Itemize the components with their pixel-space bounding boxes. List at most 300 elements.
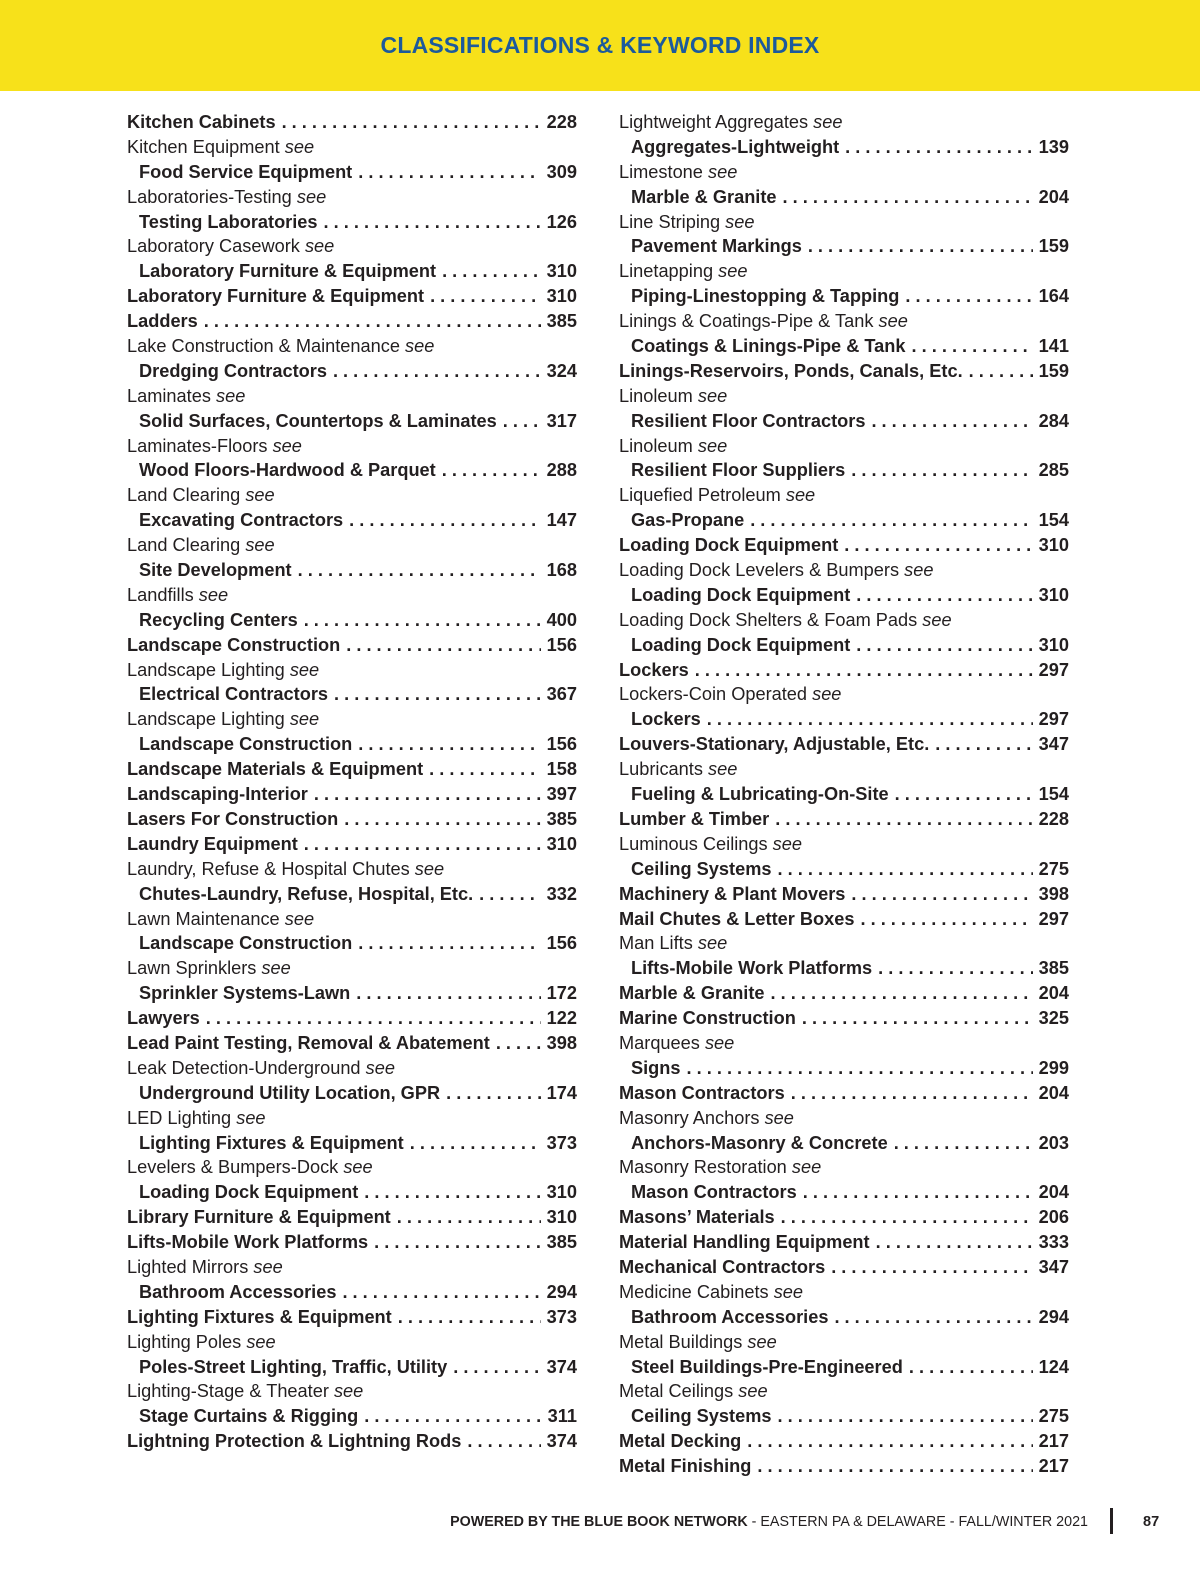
dot-leader: [876, 1230, 1033, 1255]
index-entry: [127, 931, 577, 956]
dot-leader: [314, 782, 541, 807]
dot-leader: [969, 359, 1033, 384]
entry-label: Laundry, Refuse & Hospital Chutes: [127, 858, 410, 879]
entry-page-number: 154: [1038, 784, 1069, 805]
entry-label: Landscaping-Interior: [127, 784, 308, 805]
index-cross-reference: [619, 1280, 1069, 1305]
dot-leader: [496, 1031, 541, 1056]
entry-label: Linings-Reservoirs, Ponds, Canals, Etc.: [619, 360, 963, 381]
entry-page-number: 310: [546, 1182, 577, 1203]
entry-page-number: 285: [1038, 460, 1069, 481]
index-entry: [619, 135, 1069, 160]
dot-leader: [358, 160, 540, 185]
dot-leader: [757, 1454, 1032, 1479]
entry-label: Material Handling Equipment: [619, 1232, 870, 1253]
dot-leader: [912, 334, 1033, 359]
index-entry: [127, 832, 577, 857]
index-entry: [127, 732, 577, 757]
index-cross-reference: [619, 682, 1069, 707]
entry-page-number: 385: [546, 311, 577, 332]
index-cross-reference: [127, 334, 577, 359]
entry-label: Liquefied Petroleum: [619, 485, 781, 506]
entry-label: Lockers: [631, 709, 701, 730]
entry-page-number: 124: [1038, 1356, 1069, 1377]
entry-page-number: 310: [546, 261, 577, 282]
dot-leader: [442, 458, 541, 483]
entry-label: Fueling & Lubricating-On-Site: [631, 784, 889, 805]
see-reference: see: [764, 1107, 794, 1128]
index-entry: [127, 210, 577, 235]
index-entry: [619, 359, 1069, 384]
index-cross-reference: [619, 558, 1069, 583]
entry-label: Anchors-Masonry & Concrete: [631, 1132, 888, 1153]
entry-label: Chutes-Laundry, Refuse, Hospital, Etc.: [139, 883, 474, 904]
entry-page-number: 332: [546, 883, 577, 904]
dot-leader: [364, 1404, 541, 1429]
entry-label: Lawn Maintenance: [127, 908, 280, 929]
entry-label: Bathroom Accessories: [139, 1281, 337, 1302]
entry-label: Lead Paint Testing, Removal & Abatement: [127, 1032, 490, 1053]
index-cross-reference: [127, 533, 577, 558]
index-cross-reference: [619, 434, 1069, 459]
index-entry: [619, 732, 1069, 757]
index-cross-reference: [619, 110, 1069, 135]
index-entry: [127, 1280, 577, 1305]
entry-label: Ceiling Systems: [631, 1406, 772, 1427]
index-entry: [619, 882, 1069, 907]
index-entry: [619, 583, 1069, 608]
dot-leader: [333, 359, 541, 384]
dot-leader: [860, 907, 1032, 932]
entry-page-number: 310: [1038, 584, 1069, 605]
page-number: 87: [1143, 1514, 1160, 1530]
entry-page-number: 228: [1038, 808, 1069, 829]
dot-leader: [204, 309, 541, 334]
dot-leader: [503, 409, 541, 434]
entry-label: Recycling Centers: [139, 609, 298, 630]
dot-leader: [430, 284, 541, 309]
dot-leader: [844, 533, 1032, 558]
see-reference: see: [707, 161, 738, 182]
see-reference: see: [697, 933, 728, 954]
entry-page-number: 310: [1038, 634, 1069, 655]
entry-label: Lasers For Construction: [127, 808, 339, 829]
index-cross-reference: [619, 1031, 1069, 1056]
entry-page-number: 159: [1038, 236, 1069, 257]
index-entry: [619, 508, 1069, 533]
dot-leader: [808, 234, 1033, 259]
see-reference: see: [747, 1331, 777, 1352]
index-cross-reference: [127, 583, 577, 608]
see-reference: see: [405, 336, 435, 357]
index-entry: [619, 409, 1069, 434]
index-cross-reference: [127, 1255, 577, 1280]
dot-leader: [935, 732, 1032, 757]
entry-label: Landscape Construction: [139, 933, 353, 954]
entry-label: Aggregates-Lightweight: [631, 136, 840, 157]
index-entry: [127, 558, 577, 583]
dot-leader: [467, 1429, 540, 1454]
entry-page-number: 367: [546, 684, 577, 705]
index-entry: [127, 682, 577, 707]
entry-label: Landscape Lighting: [127, 709, 285, 730]
entry-label: Signs: [631, 1057, 681, 1078]
index-cross-reference: [127, 707, 577, 732]
entry-label: Levelers & Bumpers-Dock: [127, 1157, 339, 1178]
entry-label: Medicine Cabinets: [619, 1281, 769, 1302]
see-reference: see: [812, 684, 842, 705]
entry-label: Metal Decking: [619, 1431, 742, 1452]
entry-label: LED Lighting: [127, 1107, 232, 1128]
dot-leader: [775, 807, 1032, 832]
dot-leader: [895, 782, 1033, 807]
index-entry: [127, 160, 577, 185]
index-entry: [619, 1255, 1069, 1280]
index-entry: [127, 757, 577, 782]
index-cross-reference: [619, 160, 1069, 185]
entry-page-number: 297: [1038, 908, 1069, 929]
dot-leader: [358, 931, 540, 956]
index-entry: [619, 658, 1069, 683]
entry-label: Line Striping: [619, 211, 721, 232]
entry-label: Excavating Contractors: [139, 510, 344, 531]
entry-label: Limestone: [619, 161, 703, 182]
entry-label: Laboratory Furniture & Equipment: [127, 286, 425, 307]
entry-label: Poles-Street Lighting, Traffic, Utility: [139, 1356, 448, 1377]
entry-page-number: 141: [1038, 336, 1069, 357]
entry-label: Landscape Construction: [139, 734, 353, 755]
entry-label: Lockers-Coin Operated: [619, 684, 808, 705]
index-entry: [619, 1006, 1069, 1031]
entry-page-number: 400: [546, 609, 577, 630]
index-cross-reference: [619, 1106, 1069, 1131]
entry-page-number: 347: [1038, 1256, 1069, 1277]
dot-leader: [834, 1305, 1032, 1330]
index-cross-reference: [127, 1056, 577, 1081]
index-entry: [619, 857, 1069, 882]
entry-label: Ceiling Systems: [631, 858, 772, 879]
entry-label: Gas-Propane: [631, 510, 745, 531]
dot-leader: [747, 1429, 1032, 1454]
entry-label: Mail Chutes & Letter Boxes: [619, 908, 855, 929]
dot-leader: [778, 1404, 1033, 1429]
entry-page-number: 139: [1038, 136, 1069, 157]
see-reference: see: [718, 261, 748, 282]
entry-page-number: 217: [1038, 1431, 1069, 1452]
see-reference: see: [772, 833, 802, 854]
index-entry: [127, 359, 577, 384]
index-entry: [127, 1355, 577, 1380]
entry-page-number: 317: [546, 410, 577, 431]
entry-label: Kitchen Cabinets: [127, 112, 276, 132]
index-entry: [127, 1031, 577, 1056]
entry-label: Lifts-Mobile Work Platforms: [631, 958, 873, 979]
dot-leader: [206, 1006, 541, 1031]
entry-label: Laminates-Floors: [127, 435, 268, 456]
entry-label: Luminous Ceilings: [619, 833, 768, 854]
entry-label: Loading Dock Shelters & Foam Pads: [619, 609, 918, 630]
index-entry: [127, 508, 577, 533]
index-cross-reference: [127, 658, 577, 683]
entry-label: Ladders: [127, 311, 198, 332]
entry-label: Lighting Fixtures & Equipment: [139, 1132, 404, 1153]
index-cross-reference: [619, 608, 1069, 633]
entry-page-number: 398: [1038, 883, 1069, 904]
entry-label: Underground Utility Location, GPR: [139, 1082, 441, 1103]
see-reference: see: [707, 759, 738, 780]
see-reference: see: [791, 1157, 822, 1178]
see-reference: see: [704, 1032, 735, 1053]
entry-label: Leak Detection-Underground: [127, 1057, 361, 1078]
index-entry: [619, 1230, 1069, 1255]
index-entry: [127, 1305, 577, 1330]
entry-page-number: 172: [546, 983, 577, 1004]
dot-leader: [851, 882, 1032, 907]
index-entry: [127, 309, 577, 334]
entry-page-number: 168: [546, 560, 577, 581]
entry-label: Lawyers: [127, 1008, 200, 1029]
entry-page-number: 324: [546, 360, 577, 381]
dot-leader: [894, 1131, 1033, 1156]
entry-page-number: 294: [1038, 1306, 1069, 1327]
see-reference: see: [198, 584, 229, 605]
index-entry: [619, 1429, 1069, 1454]
entry-page-number: 311: [547, 1406, 577, 1427]
index-entry: [127, 1131, 577, 1156]
entry-label: Metal Finishing: [619, 1456, 752, 1477]
see-reference: see: [289, 709, 320, 730]
entry-label: Lightning Protection & Lightning Rods: [127, 1431, 462, 1452]
entry-label: Dredging Contractors: [139, 360, 327, 381]
see-reference: see: [296, 186, 327, 207]
dot-leader: [453, 1355, 540, 1380]
see-reference: see: [878, 311, 908, 332]
index-cross-reference: [619, 1379, 1069, 1404]
see-reference: see: [697, 385, 728, 406]
see-reference: see: [289, 659, 320, 680]
index-cross-reference: [127, 1330, 577, 1355]
entry-label: Loading Dock Equipment: [139, 1182, 359, 1203]
see-reference: see: [215, 385, 246, 406]
index-entry: [619, 807, 1069, 832]
index-entry: [619, 334, 1069, 359]
footer-brand: POWERED BY THE BLUE BOOK NETWORK: [450, 1514, 748, 1530]
entry-page-number: 159: [1038, 360, 1069, 381]
see-reference: see: [343, 1157, 373, 1178]
index-cross-reference: [619, 757, 1069, 782]
see-reference: see: [785, 485, 816, 506]
dot-leader: [871, 409, 1032, 434]
entry-label: Lightweight Aggregates: [619, 112, 809, 132]
index-entry: [619, 1355, 1069, 1380]
dot-leader: [374, 1230, 540, 1255]
dot-leader: [802, 1006, 1033, 1031]
entry-label: Metal Ceilings: [619, 1381, 734, 1402]
index-entry: [619, 533, 1069, 558]
entry-label: Lighting Fixtures & Equipment: [127, 1306, 392, 1327]
entry-page-number: 156: [546, 634, 577, 655]
index-entry: [619, 956, 1069, 981]
entry-page-number: 385: [546, 1232, 577, 1253]
index-entry: [127, 458, 577, 483]
dot-leader: [479, 882, 540, 907]
index-entry: [619, 1056, 1069, 1081]
index-cross-reference: [127, 857, 577, 882]
index-entry: [127, 409, 577, 434]
dot-leader: [851, 458, 1032, 483]
entry-label: Lubricants: [619, 759, 703, 780]
index-cross-reference: [619, 210, 1069, 235]
entry-page-number: 275: [1038, 858, 1069, 879]
see-reference: see: [284, 136, 315, 157]
entry-label: Land Clearing: [127, 535, 241, 556]
entry-label: Pavement Markings: [631, 236, 802, 257]
dot-leader: [349, 508, 540, 533]
entry-label: Landscape Materials & Equipment: [127, 759, 424, 780]
index-entry: [127, 1180, 577, 1205]
entry-label: Steel Buildings-Pre-Engineered: [631, 1356, 903, 1377]
index-entry: [619, 1205, 1069, 1230]
index-entry: [127, 807, 577, 832]
entry-page-number: 310: [546, 833, 577, 854]
see-reference: see: [922, 609, 952, 630]
dot-leader: [342, 1280, 540, 1305]
index-entry: [619, 907, 1069, 932]
dot-leader: [803, 1180, 1033, 1205]
index-entry: [127, 1006, 577, 1031]
see-reference: see: [725, 211, 755, 232]
entry-label: Masons’ Materials: [619, 1207, 775, 1228]
dot-leader: [446, 1081, 541, 1106]
entry-page-number: 174: [546, 1082, 577, 1103]
see-reference: see: [414, 858, 445, 879]
entry-label: Land Clearing: [127, 485, 241, 506]
dot-leader: [781, 1205, 1033, 1230]
entry-label: Marble & Granite: [619, 983, 765, 1004]
index-entry: [127, 1429, 577, 1454]
dot-leader: [346, 633, 540, 658]
entry-page-number: 374: [546, 1356, 577, 1377]
index-column-right: [619, 110, 1069, 1479]
entry-label: Lighting-Stage & Theater: [127, 1381, 329, 1402]
see-reference: see: [284, 908, 315, 929]
entry-label: Electrical Contractors: [139, 684, 329, 705]
entry-page-number: 126: [546, 211, 577, 232]
entry-label: Landscape Construction: [127, 634, 341, 655]
entry-label: Masonry Restoration: [619, 1157, 787, 1178]
entry-label: Metal Buildings: [619, 1331, 743, 1352]
dot-leader: [358, 732, 540, 757]
see-reference: see: [697, 435, 728, 456]
entry-label: Stage Curtains & Rigging: [139, 1406, 359, 1427]
dot-leader: [324, 210, 541, 235]
dot-leader: [856, 633, 1032, 658]
see-reference: see: [813, 112, 843, 132]
entry-page-number: 294: [546, 1281, 577, 1302]
entry-label: Laboratories-Testing: [127, 186, 292, 207]
entry-label: Loading Dock Equipment: [619, 535, 839, 556]
entry-page-number: 203: [1038, 1132, 1069, 1153]
see-reference: see: [904, 560, 934, 581]
dot-leader: [442, 259, 541, 284]
entry-label: Mason Contractors: [631, 1182, 797, 1203]
entry-label: Library Furniture & Equipment: [127, 1207, 391, 1228]
index-cross-reference: [127, 1379, 577, 1404]
entry-label: Marquees: [619, 1032, 700, 1053]
dot-leader: [791, 1081, 1033, 1106]
entry-page-number: 156: [546, 933, 577, 954]
entry-label: Solid Surfaces, Countertops & Laminates: [139, 410, 497, 431]
dot-leader: [909, 1355, 1033, 1380]
entry-page-number: 275: [1038, 1406, 1069, 1427]
dot-leader: [771, 981, 1033, 1006]
index-entry: [619, 633, 1069, 658]
entry-label: Lockers: [619, 659, 689, 680]
entry-label: Testing Laboratories: [139, 211, 318, 232]
entry-label: Lumber & Timber: [619, 808, 770, 829]
entry-page-number: 154: [1038, 510, 1069, 531]
entry-page-number: 297: [1038, 709, 1069, 730]
index-entry: [619, 458, 1069, 483]
entry-page-number: 284: [1038, 410, 1069, 431]
index-entry: [127, 608, 577, 633]
entry-label: Piping-Linestopping & Tapping: [631, 286, 900, 307]
index-entry: [127, 1404, 577, 1429]
index-cross-reference: [619, 1330, 1069, 1355]
entry-page-number: 147: [546, 510, 577, 531]
see-reference: see: [245, 535, 275, 556]
index-cross-reference: [127, 234, 577, 259]
see-reference: see: [246, 1331, 276, 1352]
entry-label: Marine Construction: [619, 1008, 796, 1029]
entry-page-number: 398: [546, 1032, 577, 1053]
dot-leader: [397, 1205, 541, 1230]
entry-page-number: 385: [1038, 958, 1069, 979]
dot-leader: [344, 807, 540, 832]
see-reference: see: [365, 1057, 395, 1078]
entry-page-number: 204: [1038, 1082, 1069, 1103]
dot-leader: [695, 658, 1033, 683]
index-entry: [619, 707, 1069, 732]
entry-label: Kitchen Equipment: [127, 136, 280, 157]
index-entry: [619, 1180, 1069, 1205]
entry-label: Mechanical Contractors: [619, 1256, 826, 1277]
index-cross-reference: [619, 384, 1069, 409]
index-cross-reference: [127, 1155, 577, 1180]
entry-page-number: 310: [1038, 535, 1069, 556]
entry-label: Resilient Floor Suppliers: [631, 460, 846, 481]
index-entry: [619, 284, 1069, 309]
index-cross-reference: [619, 259, 1069, 284]
entry-page-number: 204: [1038, 1182, 1069, 1203]
entry-page-number: 297: [1038, 659, 1069, 680]
entry-page-number: 325: [1038, 1008, 1069, 1029]
index-cross-reference: [619, 309, 1069, 334]
entry-page-number: 156: [546, 734, 577, 755]
see-reference: see: [333, 1381, 364, 1402]
index-entry: [127, 633, 577, 658]
index-entry: [619, 1131, 1069, 1156]
see-reference: see: [272, 435, 302, 456]
entry-label: Resilient Floor Contractors: [631, 410, 866, 431]
dot-leader: [429, 757, 541, 782]
entry-label: Marble & Granite: [631, 186, 777, 207]
dot-leader: [298, 558, 541, 583]
entry-page-number: 299: [1038, 1057, 1069, 1078]
entry-page-number: 204: [1038, 983, 1069, 1004]
page-footer: [0, 1508, 1200, 1538]
entry-label: Machinery & Plant Movers: [619, 883, 846, 904]
